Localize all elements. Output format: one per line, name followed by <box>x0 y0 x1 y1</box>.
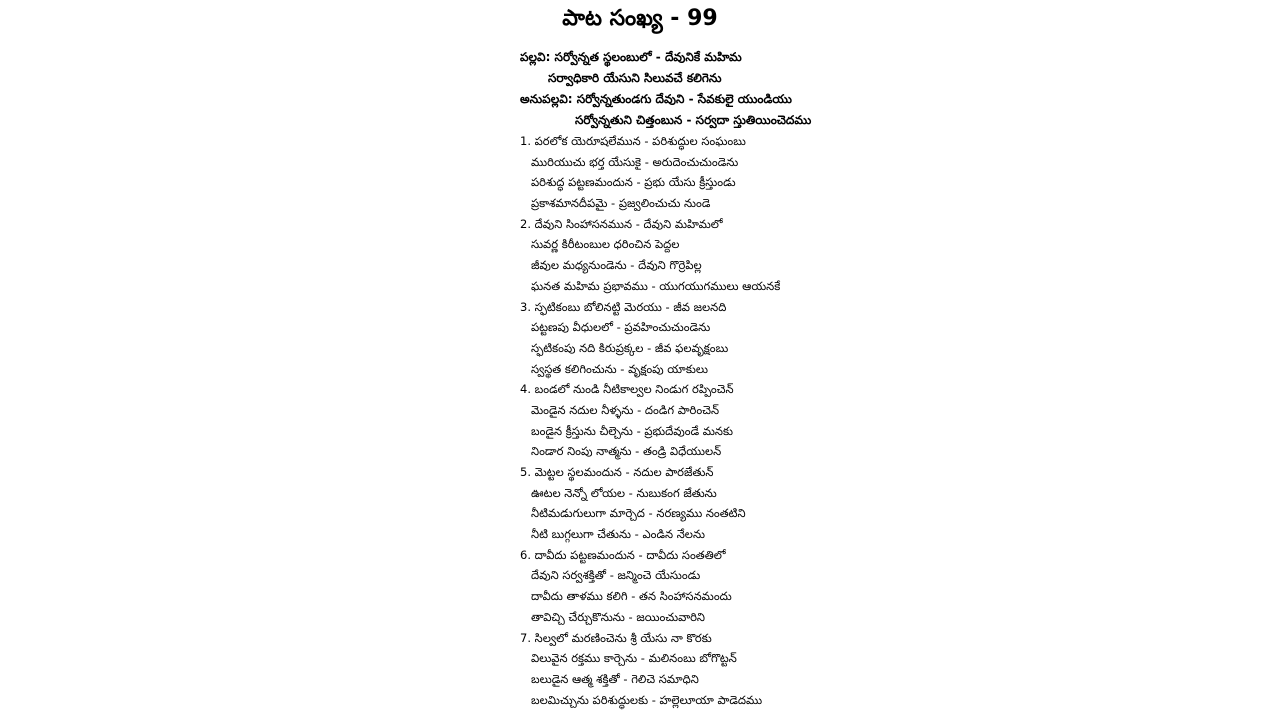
verse-3-line-2: పట్టణపు వీధులలో - ప్రవహించుచుండెను <box>531 320 711 335</box>
song-title: పాట సంఖ్య - 99 <box>562 6 718 31</box>
pallavi-line-1: పల్లవి: సర్వోన్నత స్థలంబులో - దేవునికే మహిమ <box>520 50 742 64</box>
verse-1-line-4: ప్రకాశమానదీపమై - ప్రజ్వలించుచు నుండె <box>531 196 711 211</box>
verse-7-line-3: బలుడైన ఆత్మ శక్తితో - గెలిచె సమాధిని <box>531 671 699 686</box>
verse-6-line-4: తావిచ్చి చేర్చుకొనును - జయించువారిని <box>531 609 706 624</box>
verse-7-line-2: విలువైన రక్తము కార్చెను - మలినంబు బోగొట్టన్ <box>531 651 737 666</box>
verse-2-line-1: 2. దేవుని సింహాసనమున - దేవుని మహిమలో <box>520 216 723 231</box>
verse-5-line-2: ఊటల నెన్నో లోయల - నుబుకంగ జేతును <box>531 485 717 500</box>
verse-1-line-1: 1. పరలోక యెరూషలేమున - పరిశుద్ధుల సంఘంబు <box>520 134 746 148</box>
verse-7-line-1: 7. సిల్వలో మరణించెను శ్రీ యేసు నా కొరకు <box>520 630 712 645</box>
verse-4-line-3: బండైన క్రీస్తును చీల్చెను - ప్రభుదేవుండే మనకు <box>531 423 733 438</box>
verse-list <box>520 131 780 710</box>
verse-4-line-2: మెండైన నదుల నీళ్ళను - దండిగ పారించెన్ <box>531 402 720 417</box>
verse-6-line-3: దావీదు తాళము కలిగి - తన సింహాసనమందు <box>531 589 732 604</box>
anupallavi-line-2: సర్వోన్నతుని చిత్తంబున - సర్వదా స్తుతియించెదము <box>575 113 812 127</box>
verse-2-line-4: ఘనత మహిమ ప్రభావము - యుగయుగములు ఆయనకే <box>531 278 781 293</box>
verse-4-line-4: నిండార నింపు నాత్మను - తండ్రి విధేయులన్ <box>531 444 722 459</box>
verse-2-line-3: జీవుల మధ్యనుండెను - దేవుని గొర్రెపిల్ల <box>531 258 702 273</box>
verse-3-line-3: స్ఫటికంపు నది కిరుప్రక్కల - జీవ ఫలవృక్షంబు <box>531 340 729 355</box>
verse-4-line-1: 4. బండలో నుండి నీటికాల్వల నిండుగ రప్పించెన్ <box>520 382 734 397</box>
verse-5-line-1: 5. మెట్టల స్థలమందున - నదుల పారజేతున్ <box>520 465 714 479</box>
verse-5-line-3: నీటిమడుగులుగా మార్చెద - నరణ్యము నంతటిని <box>531 506 746 521</box>
verse-3-line-1: 3. స్ఫటికంబు బోలినట్టి మెరయు - జీవ జలనది <box>520 299 727 314</box>
verse-5-line-4: నీటి బుగ్గలుగా చేతును - ఎండిన నేలను <box>531 527 705 542</box>
verse-3-line-4: స్వస్థత కలిగించును - వృక్షంపు యాకులు <box>531 361 708 376</box>
verse-1-line-3: పరిశుద్ధ పట్టణమందున - ప్రభు యేసు క్రీస్తుండు <box>531 175 736 190</box>
verse-6-line-1: 6. దావీదు పట్టణమందున - దావీదు సంతతిలో <box>520 547 726 562</box>
anupallavi-line-1: అనుపల్లవి: సర్వోన్నతుండగు దేవుని - సేవకులై యుండియు <box>520 92 792 106</box>
verse-7-line-4: బలమిచ్చును పరిశుద్ధులకు - హల్లెలూయా పాడెదము <box>531 692 763 707</box>
verse-2-line-2: సువర్ణ కిరీటంబుల ధరించిన పెద్దల <box>531 237 680 252</box>
verse-6-line-2: దేవుని సర్వశక్తితో - జన్మించె యేసుండు <box>531 568 701 583</box>
verse-1-line-2: మురియుచు భర్త యేసుకై - అరుదెంచుచుండెను <box>531 154 739 169</box>
pallavi-line-2: సర్వాధికారి యేసుని సిలువచే కలిగెను <box>548 71 722 85</box>
